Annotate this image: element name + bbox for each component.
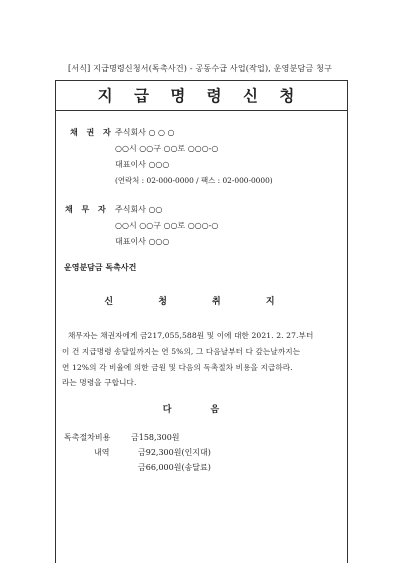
creditor-label: 채 권 자 bbox=[70, 127, 114, 137]
debtor-address: ○○시 ○○구 ○○로 ○○○-○ bbox=[115, 221, 219, 230]
case-name: 운영분담금 독촉사건 bbox=[64, 262, 137, 272]
purpose-title-text: 신 청 취 지 bbox=[104, 297, 296, 307]
cost-item: 금92,300원(인지대) bbox=[138, 448, 211, 457]
purpose-line: 이 건 지급명령 송달일까지는 연 5%의, 그 다음날부터 다 갚는날까지는 bbox=[62, 346, 301, 356]
creditor-address: ○○시 ○○구 ○○로 ○○○-○ bbox=[115, 144, 219, 153]
debtor-name: 주식회사 ○○ bbox=[115, 205, 163, 214]
document-header: [서식] 지급명령신청서(독촉사건) - 공동수급 사업(작업), 운영분담금 청구 bbox=[67, 64, 332, 73]
purpose-title bbox=[0, 294, 400, 307]
title-divider bbox=[55, 110, 348, 111]
next-title bbox=[0, 402, 400, 415]
debtor-label: 채 무 자 bbox=[65, 204, 109, 214]
creditor-name: 주식회사 ○ ○ ○ bbox=[115, 128, 175, 137]
costs-detail-label: 내역 bbox=[94, 448, 110, 457]
creditor-ceo: 대표이사 ○○○ bbox=[115, 160, 170, 169]
purpose-line: 채무자는 채권자에게 금217,055,588원 및 이에 대한 2021. 2. 27.부터 bbox=[68, 331, 314, 340]
purpose-line: 연 12%의 각 비율에 의한 금원 및 다음의 독촉절차 비용을 지급하라. bbox=[62, 362, 293, 372]
next-title-text: 다 음 bbox=[162, 405, 238, 415]
purpose-line: 라는 명령을 구합니다. bbox=[62, 378, 137, 388]
purpose-body bbox=[62, 328, 342, 391]
debtor-ceo: 대표이사 ○○○ bbox=[115, 237, 170, 246]
creditor-contact: (연락처 : 02-000-0000 / 팩스 : 02-000-0000) bbox=[115, 176, 273, 185]
cost-item: 금66,000원(송달료) bbox=[138, 463, 211, 472]
document-title: 지 급 명 령 신 청 bbox=[97, 86, 303, 105]
costs-total: 금158,300원 bbox=[131, 433, 180, 442]
costs-label: 독촉절차비용 bbox=[64, 433, 111, 442]
